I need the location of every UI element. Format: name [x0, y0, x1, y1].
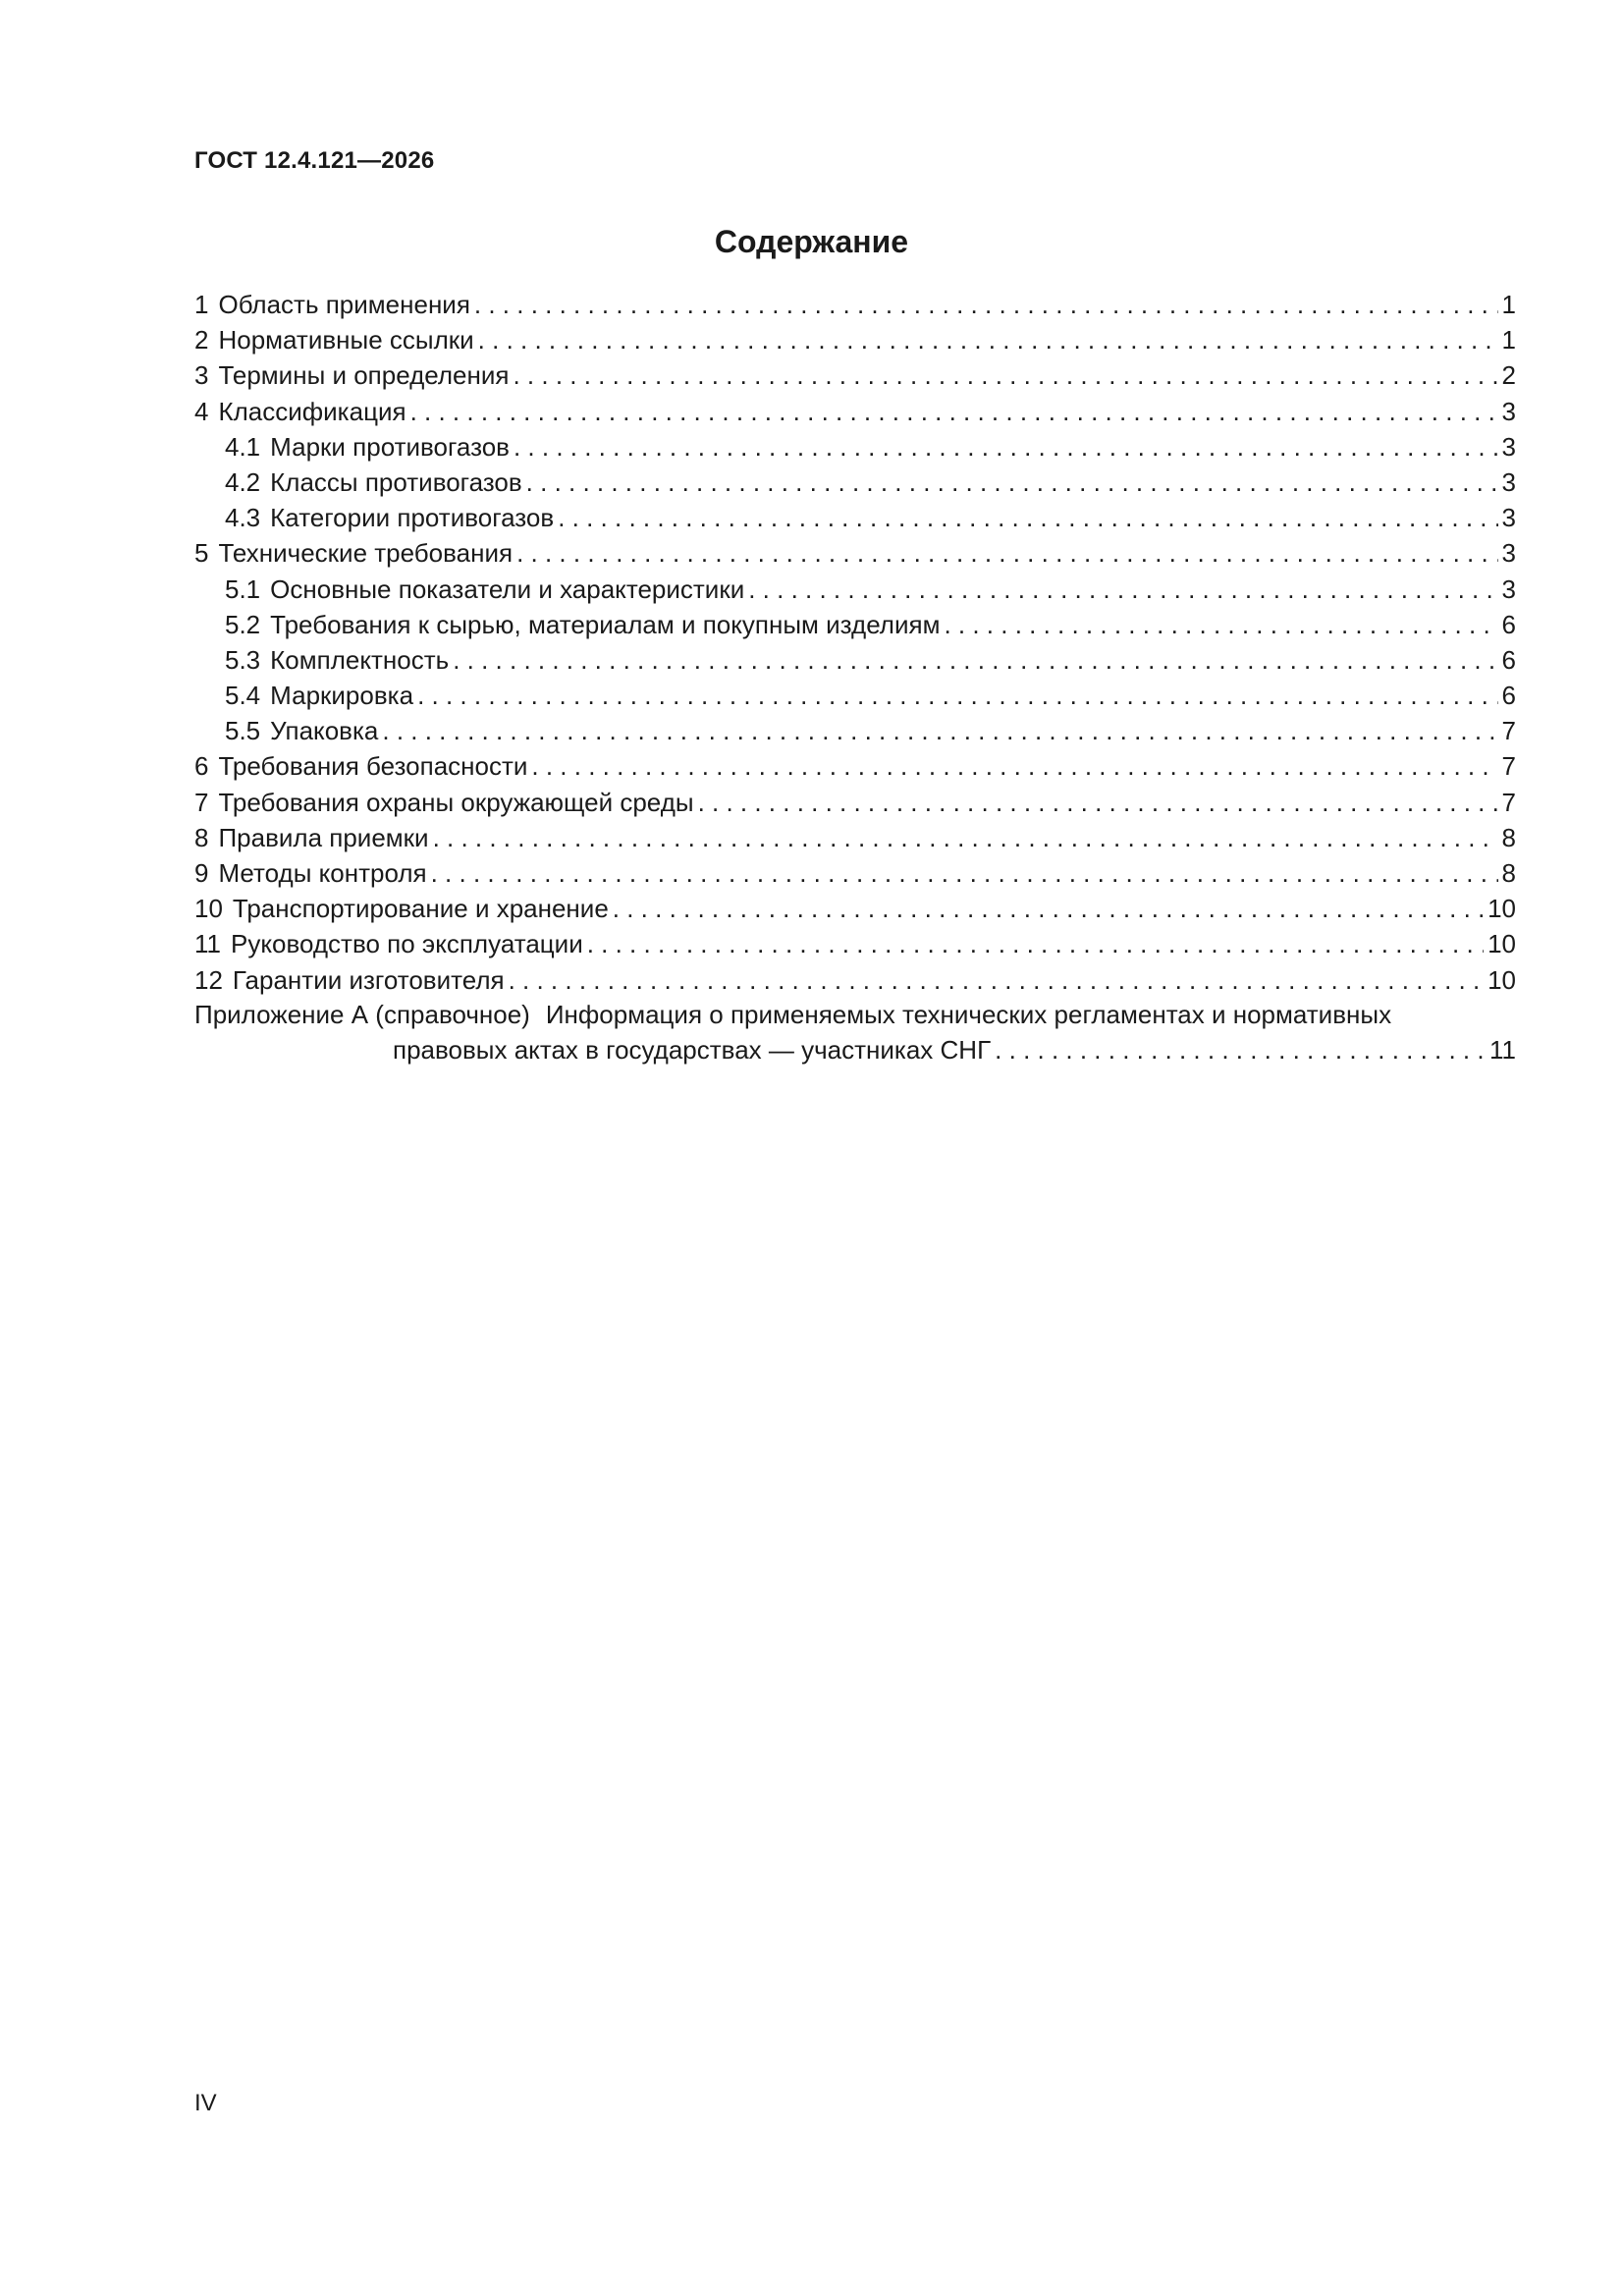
toc-entry[interactable] [194, 322, 1516, 357]
toc-entry-label: Руководство по эксплуатации [231, 929, 583, 959]
toc-leader-dots [613, 891, 1484, 926]
toc-entry-label: Требования к сырью, материалам и покупным изделиям [270, 609, 941, 639]
toc-entry-label: Основные показатели и характеристики [270, 574, 745, 604]
toc-entry-page: 1 [1501, 325, 1516, 355]
toc-entry-number: 11 [194, 929, 221, 959]
toc-entry-number: 7 [194, 787, 209, 817]
toc-entry-label: Марки противогазов [270, 431, 510, 462]
toc-leader-dots [944, 607, 1497, 642]
toc-entry-page: 6 [1501, 681, 1516, 711]
toc-entry[interactable] [194, 394, 1516, 429]
table-of-contents [194, 287, 1516, 998]
toc-entry[interactable] [194, 926, 1516, 961]
toc-leader-dots [526, 465, 1498, 500]
toc-entry-page: 3 [1501, 396, 1516, 426]
toc-entry-number: 9 [194, 858, 209, 888]
toc-entry[interactable] [194, 785, 1516, 820]
toc-entry-label: Комплектность [270, 644, 450, 675]
toc-entry-number: 4.2 [225, 466, 261, 497]
toc-leader-dots [433, 820, 1498, 855]
toc-entry-label: Требования безопасности [218, 751, 528, 782]
toc-leader-dots [514, 429, 1498, 465]
toc-entry-number: 5.1 [225, 574, 261, 604]
toc-entry-number: 5.5 [225, 716, 261, 746]
toc-entry[interactable] [194, 820, 1516, 855]
toc-entry-number: 1 [194, 290, 209, 319]
toc-leader-dots [516, 535, 1497, 571]
toc-entry[interactable] [194, 891, 1516, 926]
toc-entry-label: Классификация [218, 396, 406, 426]
annex-title-line1: Информация о применяемых технических регламентах и нормативных [545, 1000, 1392, 1029]
toc-entry-number: 2 [194, 325, 209, 355]
toc-entry-page: 3 [1501, 431, 1516, 462]
toc-leader-dots [531, 748, 1497, 784]
toc-entry-number: 3 [194, 360, 209, 391]
toc-entry-number: 8 [194, 822, 209, 852]
toc-subentry[interactable] [194, 429, 1516, 465]
toc-entry-label: Категории противогазов [270, 503, 555, 533]
toc-leader-dots [478, 322, 1498, 357]
toc-entry-label: Методы контроля [218, 858, 427, 888]
toc-entry[interactable] [194, 855, 1516, 891]
annex-title-line2: правовых актах в государствах — участниках СНГ [393, 1035, 992, 1066]
toc-entry-number: 12 [194, 964, 223, 995]
toc-entry-page: 3 [1501, 574, 1516, 604]
toc-entry-page: 3 [1501, 503, 1516, 533]
toc-entry[interactable] [194, 962, 1516, 998]
toc-entry-number: 5 [194, 538, 209, 569]
toc-entry-page: 6 [1501, 609, 1516, 639]
toc-entry-label: Классы противогазов [270, 466, 522, 497]
toc-leader-dots [509, 962, 1485, 998]
toc-leader-dots [417, 678, 1497, 713]
toc-entry-number: 5.3 [225, 644, 261, 675]
toc-entry[interactable] [194, 748, 1516, 784]
toc-entry-label: Требования охраны окружающей среды [218, 787, 694, 817]
toc-subentry[interactable] [194, 642, 1516, 678]
toc-entry-page: 7 [1501, 787, 1516, 817]
toc-entry-number: 6 [194, 751, 209, 782]
toc-entry-page: 6 [1501, 644, 1516, 675]
toc-entry-page: 3 [1501, 466, 1516, 497]
toc-entry-page: 1 [1501, 290, 1516, 319]
toc-entry-page: 2 [1501, 360, 1516, 391]
toc-entry-number: 5.2 [225, 609, 261, 639]
toc-leader-dots [513, 357, 1497, 393]
toc-leader-dots [748, 572, 1497, 607]
toc-leader-dots [431, 855, 1498, 891]
toc-leader-dots [382, 713, 1497, 748]
toc-entry-page: 11 [1489, 1035, 1516, 1066]
toc-entry-page: 10 [1488, 929, 1516, 959]
toc-entry-page: 7 [1501, 716, 1516, 746]
toc-leader-dots [410, 394, 1498, 429]
toc-entry-page: 3 [1501, 538, 1516, 569]
toc-subentry[interactable] [194, 572, 1516, 607]
toc-entry-number: 10 [194, 894, 223, 924]
toc-entry-page: 7 [1501, 751, 1516, 782]
toc-leader-dots [453, 642, 1497, 678]
annex-label: Приложение А (справочное) [194, 1000, 530, 1029]
toc-entry[interactable] [194, 357, 1516, 393]
toc-entry-label: Гарантии изготовителя [232, 964, 505, 995]
toc-entry-label: Маркировка [270, 681, 414, 711]
toc-entry-page: 10 [1488, 894, 1516, 924]
toc-subentry[interactable] [194, 500, 1516, 535]
toc-entry-number: 4 [194, 396, 209, 426]
toc-entry-number: 4.1 [225, 431, 261, 462]
page-number: IV [194, 2090, 217, 2116]
toc-subentry[interactable] [194, 465, 1516, 500]
toc-entry-label: Нормативные ссылки [218, 325, 474, 355]
toc-subentry[interactable] [194, 713, 1516, 748]
toc-entry-number: 4.3 [225, 503, 261, 533]
toc-leader-dots [558, 500, 1497, 535]
toc-entry-label: Упаковка [270, 716, 379, 746]
toc-leader-dots [995, 1032, 1486, 1067]
standard-id-header: ГОСТ 12.4.121—2026 [194, 147, 435, 174]
toc-entry[interactable] [194, 535, 1516, 571]
toc-leader-dots [587, 926, 1484, 961]
toc-entry-page: 10 [1488, 964, 1516, 995]
toc-leader-dots [474, 287, 1498, 322]
annex-first-line [194, 997, 1516, 1032]
toc-entry-page: 8 [1501, 858, 1516, 888]
toc-subentry[interactable] [194, 607, 1516, 642]
toc-entry-page: 8 [1501, 822, 1516, 852]
toc-leader-dots [698, 785, 1498, 820]
toc-annex-entry[interactable] [194, 997, 1516, 1067]
toc-entry[interactable] [194, 287, 1516, 322]
toc-entry-label: Термины и определения [218, 360, 510, 391]
annex-second-line [194, 1032, 1516, 1067]
toc-heading: Содержание [714, 224, 909, 259]
toc-subentry[interactable] [194, 678, 1516, 713]
toc-entry-label: Область применения [218, 290, 470, 319]
toc-entry-label: Транспортирование и хранение [232, 894, 609, 924]
toc-entry-number: 5.4 [225, 681, 261, 711]
toc-entry-label: Правила приемки [218, 822, 429, 852]
toc-entry-label: Технические требования [218, 538, 514, 569]
